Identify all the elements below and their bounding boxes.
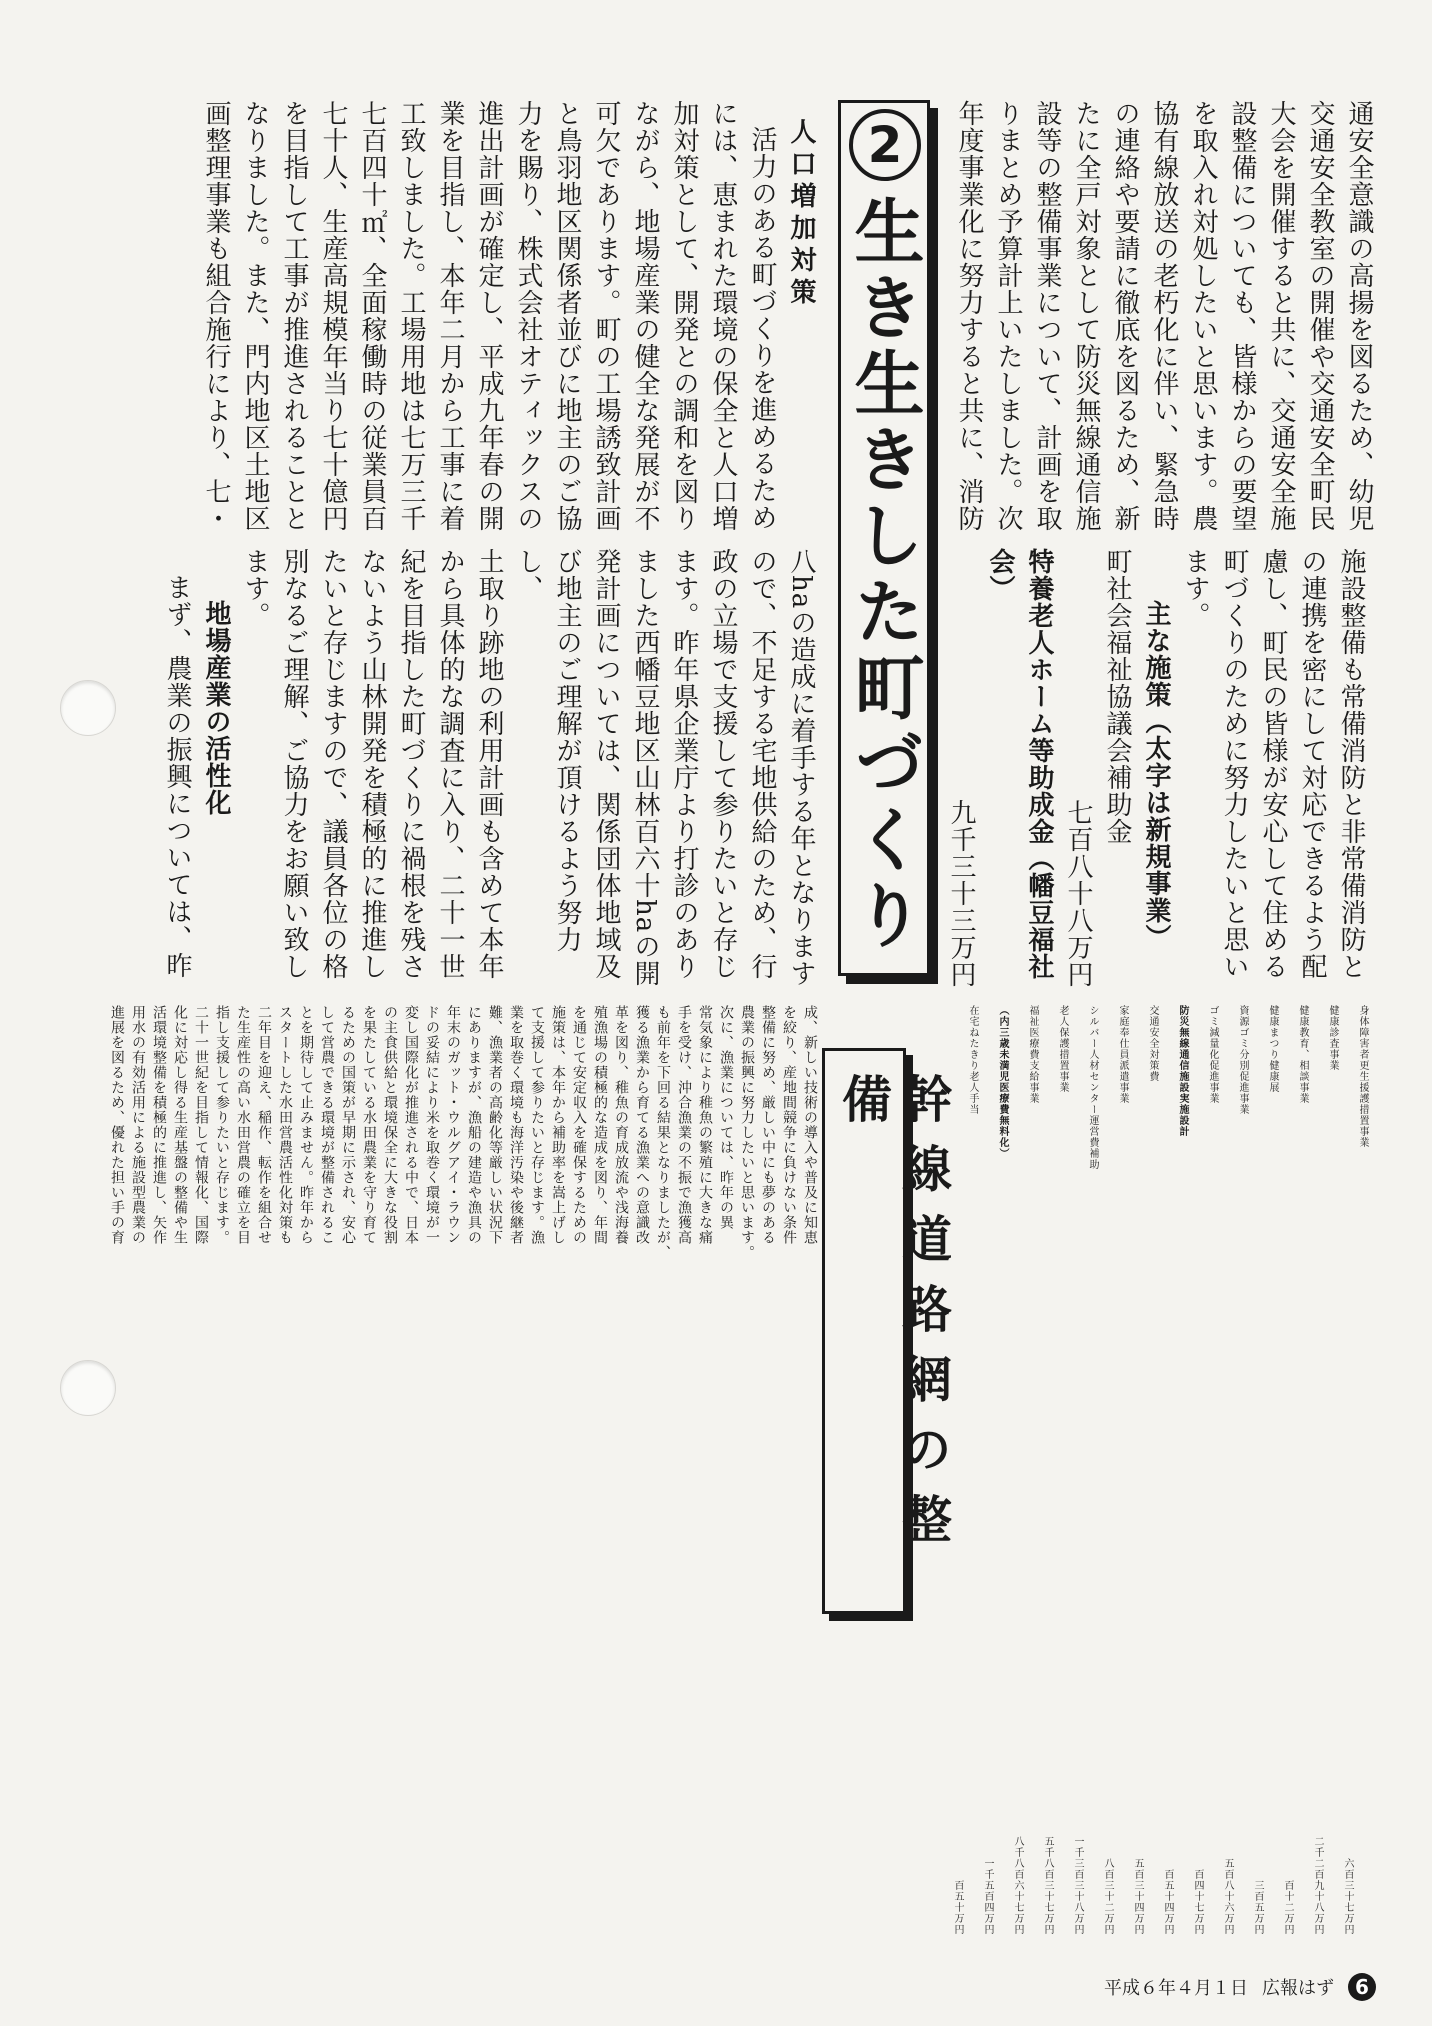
text-line: りまとめ予算計上いたしました。次 xyxy=(993,100,1023,532)
text-line: 力を賜り、株式会社オティックスの xyxy=(513,100,543,532)
item-name: 在宅ねたきり老人手当 xyxy=(967,1005,978,1115)
text-line: 活力のある町づくりを進めるため xyxy=(747,126,777,531)
item-amount: 五千八百三十七万円 xyxy=(1042,1836,1053,1935)
text-line: 整備に努め、厳しい中にも夢のある xyxy=(760,1005,776,1245)
text-line: 別なるご理解、ご協力をお願い致し xyxy=(279,548,309,980)
item-name: （内三歳未満児医療費無料化） xyxy=(997,1005,1008,1159)
text-line: ます。昨年県企業庁より打診のあり xyxy=(669,548,699,980)
section-number: 2 xyxy=(849,109,921,181)
text-line: ました西幡豆地区山林百六十haの開 xyxy=(630,548,660,988)
text-line: も前年を下回る結果となりましたが、 xyxy=(655,1005,671,1260)
item-amount: 百五十四万円 xyxy=(1162,1869,1173,1935)
item-name: 町社会福祉協議会補助金 xyxy=(1102,548,1132,845)
item-amount: 七百八十八万円 xyxy=(1063,799,1093,988)
text-line: して営農できる環境が整備されるこ xyxy=(319,1005,335,1245)
heading-population: 人口増加対策 xyxy=(786,118,816,310)
text-line: 慮し、町民の皆様が安心して住める xyxy=(1258,548,1288,980)
text-line: 進出計画が確定し、平成九年春の開 xyxy=(474,100,504,532)
footer-date: 平成６年４月１日 xyxy=(1104,1978,1248,1999)
text-line: 指し支援して参りたいと存じます。 xyxy=(214,1005,230,1245)
item-name: 身体障害者更生援護措置事業 xyxy=(1357,1005,1368,1148)
text-line: 工致しました。工場用地は七万三千 xyxy=(396,100,426,532)
text-line: 成、新しい技術の導入や普及に知恵 xyxy=(802,1005,818,1245)
text-line: たに全戸対象として防災無線通信施 xyxy=(1071,100,1101,532)
text-line: 年末のガット・ウルグアイ・ラウン xyxy=(445,1005,461,1245)
text-line: 町づくりのために努力したいと思い xyxy=(1219,548,1249,980)
text-line: 革を図り、稚魚の育成放流や浅海養 xyxy=(613,1005,629,1245)
text-line: ます。 xyxy=(1180,548,1210,629)
item-name: 老人保護措置事業 xyxy=(1057,1005,1068,1093)
item-amount: 百五十万円 xyxy=(952,1880,963,1935)
text-line: 設整備についても、皆様からの要望 xyxy=(1227,100,1257,532)
title-banner xyxy=(838,100,930,976)
text-line: 常気象により稚魚の繁殖に大きな痛 xyxy=(697,1005,713,1245)
text-line: て支援して参りたいと存じます。漁 xyxy=(529,1005,545,1245)
text-line: ので、不足する宅地供給のため、行 xyxy=(747,548,777,980)
page-number: 6 xyxy=(1348,1973,1376,2001)
footer xyxy=(1104,1970,1376,2004)
text-line: 七十人、生産高規模年当り七十億円 xyxy=(318,100,348,532)
item-amount: 五百八十六万円 xyxy=(1222,1858,1233,1935)
text-line: を通じて安定収入を確保するための xyxy=(571,1005,587,1245)
text-line: 獲る漁業から育てる漁業への意識改 xyxy=(634,1005,650,1245)
item-amount: 八千八百六十七万円 xyxy=(1012,1836,1023,1935)
footer-publication: 広報はず xyxy=(1262,1978,1334,1999)
text-line: 加対策として、開発との調和を図り xyxy=(669,100,699,532)
text-line: を果たしている水田農業を守り育て xyxy=(361,1005,377,1245)
text-line: 活環境整備を積極的に推進し、矢作 xyxy=(151,1005,167,1245)
text-line: にありますが、漁船の建造や漁具の xyxy=(466,1005,482,1245)
text-line: 次に、漁業については、昨年の異 xyxy=(718,1005,734,1230)
text-line: の連携を密にして対応できるよう配 xyxy=(1297,548,1327,980)
text-line: ないよう山林開発を積極的に推進し xyxy=(357,548,387,980)
text-line: スタートした水田営農活性化対策も xyxy=(277,1005,293,1245)
text-line: 大会を開催すると共に、交通安全施 xyxy=(1266,100,1296,532)
items-bottom-right xyxy=(930,1005,1370,1935)
item-name: 福祉医療費支給事業 xyxy=(1027,1005,1038,1104)
item-amount: 二千二百九十八万円 xyxy=(1312,1836,1323,1935)
text-line: とを期待して止みません。昨年から xyxy=(298,1005,314,1245)
title-main: 生き生きした町づくり xyxy=(843,195,925,955)
text-line: 二年目を迎え、稲作、転作を組合せ xyxy=(256,1005,272,1245)
text-line: ます。 xyxy=(240,548,270,629)
text-line: び地主のご理解が頂けるよう努力し、 xyxy=(513,548,582,953)
item-name: シルバー人材センター運営費補助 xyxy=(1087,1005,1098,1170)
item-amount: 一千三百三十八万円 xyxy=(1072,1836,1083,1935)
item-amount: 五百三十四万円 xyxy=(1132,1858,1143,1935)
text-line: 設等の整備事業について、計画を取 xyxy=(1032,100,1062,532)
item-name: 資源ゴミ分別促進事業 xyxy=(1237,1005,1248,1115)
text-line: の連絡や要請に徹底を図るため、新 xyxy=(1110,100,1140,532)
heading-measures: 主な施策（太字は新規事業） xyxy=(1141,600,1171,951)
item-amount: 一千五百四万円 xyxy=(982,1858,993,1935)
text-line: 難、漁業者の高齢化等厳しい状況下 xyxy=(487,1005,503,1245)
text-line: を絞り、産地間競争に負けない条件 xyxy=(781,1005,797,1245)
text-line: 農業の振興に努力したいと思います。 xyxy=(739,1005,755,1260)
text-line: 交通安全教室の開催や交通安全町民 xyxy=(1305,100,1335,532)
text-line: 業を目指し、本年二月から工事に着 xyxy=(435,100,465,532)
item-amount: 百四十七万円 xyxy=(1192,1869,1203,1935)
text-line: 用水の有効活用による施設型農業の xyxy=(130,1005,146,1245)
text-line: 七百四十㎡、全面稼働時の従業員百 xyxy=(357,100,387,532)
item-name: 健康教育、相談事業 xyxy=(1297,1005,1308,1104)
text-line: 可欠であります。町の工場誘致計画 xyxy=(591,100,621,532)
heading-local-industry: 地場産業の活性化 xyxy=(201,600,231,816)
text-line: 業を取巻く環境も海洋汚染や後継者 xyxy=(508,1005,524,1245)
item-name: ゴミ減量化促進事業 xyxy=(1207,1005,1218,1104)
text-line: には、恵まれた環境の保全と人口増 xyxy=(708,100,738,532)
text-line: た生産性の高い水田営農の確立を目 xyxy=(235,1005,251,1245)
text-line: 進展を図るため、優れた担い手の育 xyxy=(109,1005,125,1245)
item-name: 家庭奉仕員派遣事業 xyxy=(1117,1005,1128,1104)
text-line: を取入れ対処したいと思います。農 xyxy=(1188,100,1218,532)
text-middle-left xyxy=(100,548,820,988)
text-line: ドの妥結により米を取巻く環境が一 xyxy=(424,1005,440,1245)
text-line: を目指して工事が推進されることと xyxy=(279,100,309,532)
text-line: の主食供給と環境保全に大きな役割 xyxy=(382,1005,398,1245)
item-name: 交通安全対策費 xyxy=(1147,1005,1158,1082)
text-line: 手を受け、沖合漁業の不振で漁獲高 xyxy=(676,1005,692,1245)
item-amount: 九千三十三万円 xyxy=(946,799,976,988)
item-amount: 六百三十七万円 xyxy=(1342,1858,1353,1935)
text-line: 政の立場で支援して参りたいと存じ xyxy=(708,548,738,980)
item-name: 健康まつり健康展 xyxy=(1267,1005,1278,1093)
text-line: 年度事業化に努力すると共に、消防 xyxy=(954,100,984,532)
text-line: 施設整備も常備消防と非常備消防と xyxy=(1336,548,1366,980)
text-line: ながら、地場産業の健全な発展が不 xyxy=(630,100,660,532)
text-line: なりました。また、門内地区土地区 xyxy=(240,100,270,532)
text-line: たいと存じますので、議員各位の格 xyxy=(318,548,348,980)
text-line: 画整理事業も組合施行により、七・ xyxy=(201,100,231,532)
text-line: 通安全意識の高揚を図るため、幼児 xyxy=(1344,100,1374,532)
item-amount: 三百五万円 xyxy=(1252,1880,1263,1935)
text-line: と鳥羽地区関係者並びに地主のご協 xyxy=(552,100,582,532)
text-bottom xyxy=(100,1005,820,1935)
subtitle-banner xyxy=(822,1048,952,1614)
item-amount: 百十二万円 xyxy=(1282,1880,1293,1935)
text-line: 二十一世紀を目指して情報化、国際 xyxy=(193,1005,209,1245)
text-line: 化に対応し得る生産基盤の整備や生 xyxy=(172,1005,188,1245)
item-name: 特養老人ホーム等助成金（幡豆福社会） xyxy=(985,548,1054,980)
text-line: 協有線放送の老朽化に伴い、緊急時 xyxy=(1149,100,1179,532)
text-line: まず、農業の振興については、昨 xyxy=(162,574,192,979)
text-line: 殖漁場の積極的な造成を図り、年間 xyxy=(592,1005,608,1245)
text-line: 発計画については、関係団体地域及 xyxy=(591,548,621,980)
text-middle-right xyxy=(930,548,1370,988)
title-sub: 幹線道路網の整備 xyxy=(834,1073,952,1563)
item-name: 健康診査事業 xyxy=(1327,1005,1338,1071)
text-line: 土取り跡地の利用計画も含めて本年 xyxy=(474,548,504,980)
text-line: から具体的な調査に入り、二十一世 xyxy=(435,548,465,980)
text-line: 八haの造成に着手する年となります xyxy=(786,548,816,988)
item-amount: 八百三十二万円 xyxy=(1102,1858,1113,1935)
text-line: るための国策が早期に示され、安心 xyxy=(340,1005,356,1245)
item-name: 防災無線通信施設実施設計 xyxy=(1177,1005,1188,1137)
text-line: 紀を目指した町づくりに禍根を残さ xyxy=(396,548,426,980)
text-line: 変し国際化が推進される中で、日本 xyxy=(403,1005,419,1245)
text-line: 施策は、本年から補助率を嵩上げし xyxy=(550,1005,566,1245)
